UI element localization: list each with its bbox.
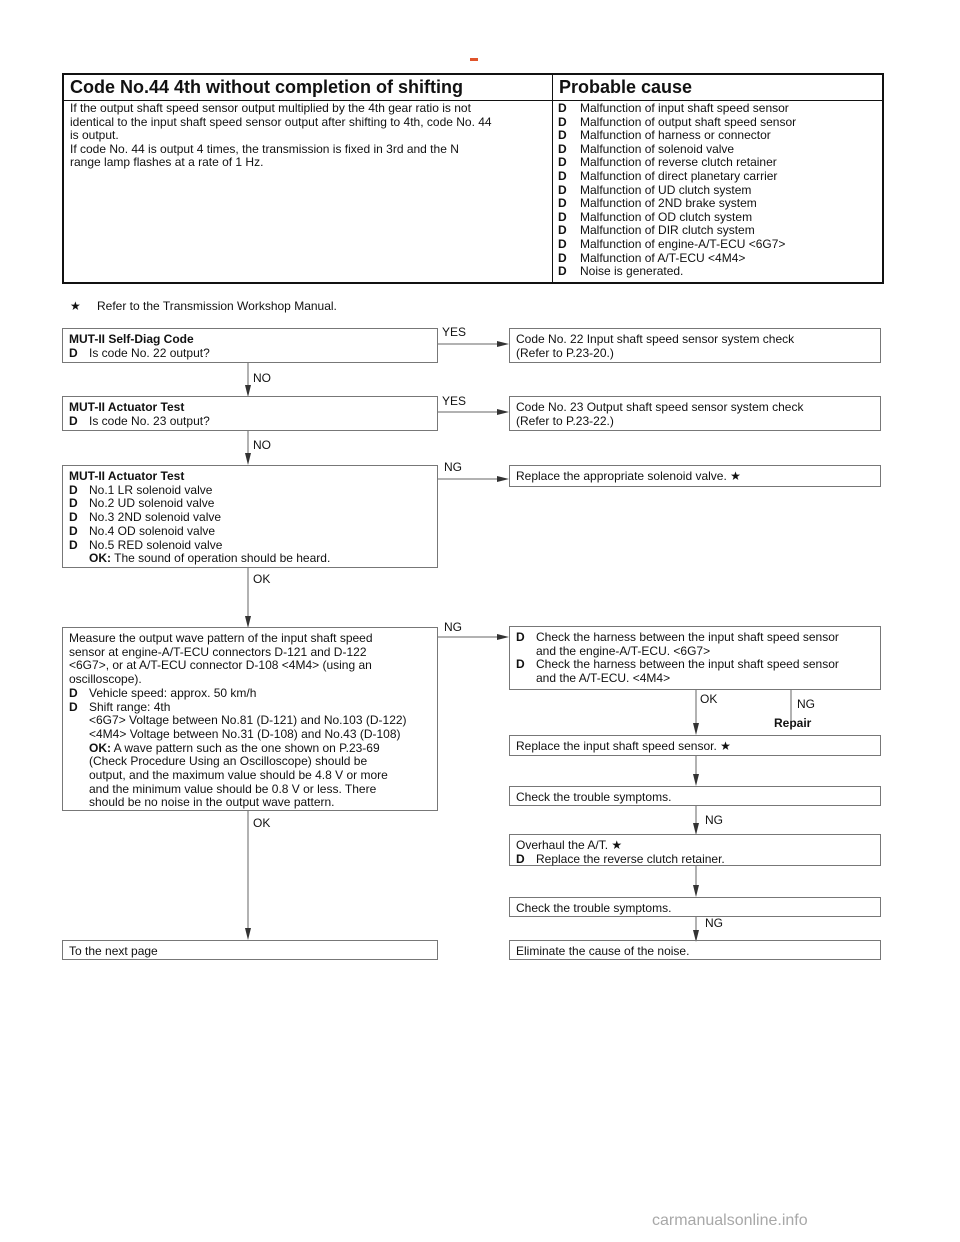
result-line: (Refer to P.23-22.) [516,413,614,428]
yes-label: YES [442,325,467,339]
bullet-icon: D [558,264,567,279]
step-item: D No.1 LR solenoid valve [69,482,213,497]
cause-item: D Malfunction of direct planetary carrier [558,168,778,183]
bullet-icon: D [558,196,567,211]
step-line: sensor at engine-A/T-ECU connectors D-121 and D-122 [69,644,367,659]
cause-item: D Malfunction of OD clutch system [558,209,753,224]
ng-label: NG [444,460,462,474]
step-subline: and the A/T-ECU. <4M4> [536,671,671,686]
bullet-icon: D [516,851,525,866]
result-check-symptoms-2 [509,897,881,917]
step-line: Measure the output wave pattern of the input shaft speed [69,631,373,645]
ng-label: NG [705,916,723,930]
result-eliminate-noise [509,940,881,960]
step-item: D Is code No. 22 output? [69,345,210,360]
ng-label: NG [444,620,462,634]
bullet-icon: D [69,496,78,511]
step-title: MUT-II Actuator Test [69,469,185,483]
note-text: Refer to the Transmission Workshop Manual. [97,299,337,313]
step-item: D No.4 OD solenoid valve [69,523,216,538]
cause-item: D Malfunction of A/T-ECU <4M4> [558,250,746,265]
step-subline: <4M4> Voltage between No.31 (D-108) and No.43 (D-108) [89,726,401,741]
step-measure-wave-pattern [62,627,438,811]
cause-item: D Malfunction of DIR clutch system [558,223,755,238]
bullet-icon: D [516,630,525,644]
desc-line: identical to the input shaft speed sensor output after shifting to 4th, code No. 44 [70,114,492,129]
desc-line: is output. [70,128,119,143]
bullet-icon: D [558,209,567,224]
watermark: carmanualsonline.info [652,1212,808,1229]
bullet-icon: D [69,345,78,360]
step-self-diag-code [62,328,438,363]
no-label: NO [253,371,271,385]
bullet-icon: D [69,482,78,497]
desc-line: If the output shaft speed sensor output multiplied by the 4th gear ratio is not [70,101,471,115]
step-actuator-test-23 [62,396,438,431]
step-item: D Vehicle speed: approx. 50 km/h [69,685,257,700]
bullet-icon: D [69,537,78,552]
star-icon: ★ [70,299,81,313]
step-item: D Shift range: 4th [69,699,171,714]
result-check-symptoms [509,786,881,806]
result-line: (Refer to P.23-20.) [516,345,614,360]
next-page-text: To the next page [69,944,158,958]
step-line: <6G7>, or at A/T-ECU connector D-108 <4M4> (using an [69,658,372,673]
step-item: D No.5 RED solenoid valve [69,537,223,552]
bullet-icon: D [69,699,78,714]
yes-label: YES [442,394,467,408]
cause-item: D Malfunction of input shaft speed sensor [558,101,789,115]
bullet-icon: D [558,114,567,129]
result-line: Replace the input shaft speed sensor. ★ [516,739,731,753]
bullet-icon: D [558,141,567,156]
ok-label: OK [700,692,718,706]
result-line: Eliminate the cause of the noise. [516,944,690,958]
result-line: Code No. 22 Input shaft speed sensor system check [516,332,795,346]
step-line: oscilloscope). [69,672,142,687]
desc-line: If code No. 44 is output 4 times, the transmission is fixed in 3rd and the N [70,141,459,156]
ng-label: NG [705,813,723,827]
result-overhaul-at [509,834,881,866]
ok-criteria: OK: A wave pattern such as the one shown on P.23-69 [89,740,380,755]
bullet-icon: D [558,236,567,251]
bullet-icon: D [69,413,78,428]
cause-item: D Malfunction of harness or connector [558,128,771,143]
step-item: D No.3 2ND solenoid valve [69,510,222,525]
bullet-icon: D [558,128,567,143]
ok-label: OK [253,572,271,586]
desc-line: range lamp flashes at a rate of 1 Hz. [70,155,264,170]
ok-label: OK [253,816,271,830]
step-item: D Replace the reverse clutch retainer. [516,851,725,866]
cause-item: D Malfunction of engine-A/T-ECU <6G7> [558,236,786,251]
bullet-icon: D [558,101,567,115]
no-label: NO [253,438,271,452]
result-line: Replace the appropriate solenoid valve. ★ [516,469,741,483]
cause-item: D Malfunction of 2ND brake system [558,196,757,211]
ok-criteria-line: output, and the maximum value should be 4.8 V or more [89,768,388,783]
next-page-box [62,940,438,960]
ok-criteria-line: and the minimum value should be 0.8 V or less. There [89,781,377,796]
result-replace-solenoid [509,465,881,487]
cause-item: D Malfunction of solenoid valve [558,141,735,156]
cause-item: D Malfunction of output shaft speed sensor [558,114,797,129]
result-code-22-check [509,328,881,363]
ng-label: NG [797,697,815,711]
bullet-icon: D [69,685,78,700]
cause-item: D Noise is generated. [558,264,684,279]
bullet-icon: D [558,182,567,197]
table-title: Code No.44 4th without completion of shifting [70,77,463,97]
result-line: Overhaul the A/T. ★ [516,838,623,852]
step-solenoid-actuator-test [62,465,438,568]
step-item: D No.2 UD solenoid valve [69,496,215,511]
step-title: MUT-II Self-Diag Code [69,332,194,346]
bullet-icon: D [558,155,567,170]
result-line: Check the trouble symptoms. [516,901,672,915]
bullet-icon: D [69,523,78,538]
ok-criteria-line: (Check Procedure Using an Oscilloscope) should be [89,754,368,769]
step-item: D Is code No. 23 output? [69,413,210,428]
table-cause-heading: Probable cause [559,77,693,97]
bullet-icon: D [69,510,78,525]
result-harness-check [509,626,881,690]
repair-label: Repair [774,716,812,730]
step-subline: and the engine-A/T-ECU. <6G7> [536,643,711,658]
ok-criteria: OK: The sound of operation should be heard. [89,551,331,566]
bullet-icon: D [558,250,567,265]
step-item: D Check the harness between the input shaft speed sensor [516,630,839,644]
bullet-icon: D [558,168,567,183]
result-line: Code No. 23 Output shaft speed sensor system check [516,400,804,414]
result-line: Check the trouble symptoms. [516,790,672,804]
cause-item: D Malfunction of UD clutch system [558,182,752,197]
ok-criteria-line: should be no noise in the output wave pattern. [89,795,335,810]
bullet-icon: D [558,223,567,238]
step-item: D Check the harness between the input shaft speed sensor [516,657,839,672]
bullet-icon: D [516,657,525,672]
cause-item: D Malfunction of reverse clutch retainer [558,155,777,170]
result-replace-input-sensor [509,735,881,756]
result-code-23-check [509,396,881,431]
step-title: MUT-II Actuator Test [69,400,185,414]
step-subline: <6G7> Voltage between No.81 (D-121) and No.103 (D-122) [89,713,407,728]
